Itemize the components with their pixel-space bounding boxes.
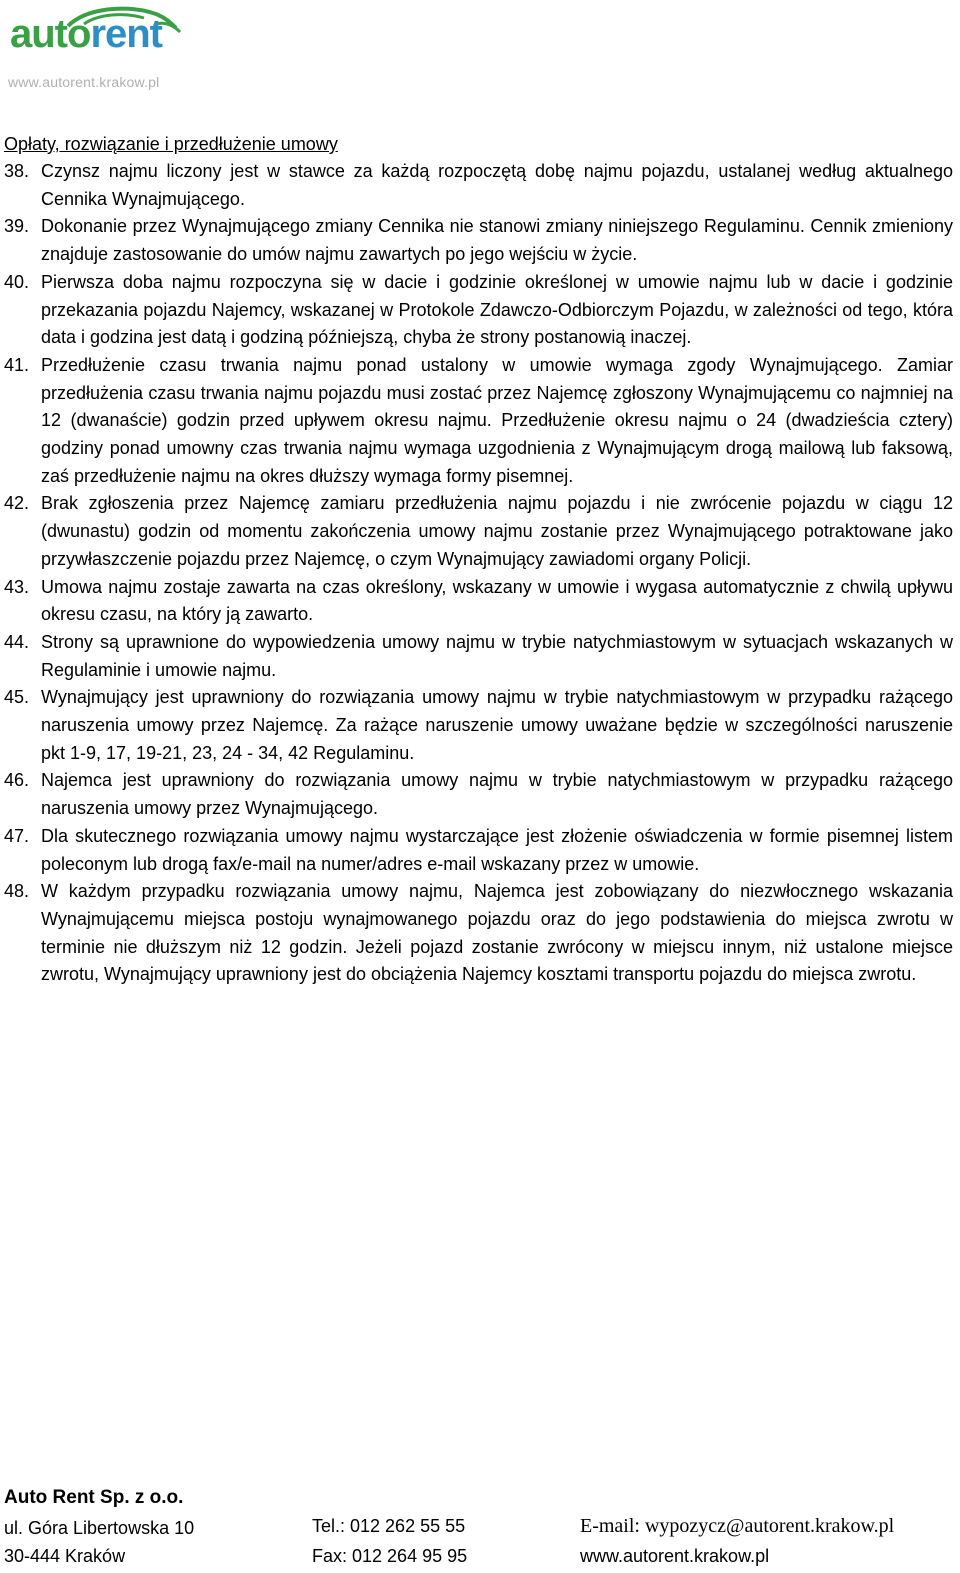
clause-number: 45. <box>4 687 30 708</box>
clause-text: Strony są uprawnione do wypowiedzenia umowy najmu w trybie natychmiastowym w sytuacjach wskazanych w Regulaminie i umowie najmu. <box>41 631 953 680</box>
logo-wordmark <box>10 14 162 54</box>
clause-item <box>4 213 953 268</box>
clause-number: 44. <box>4 631 30 652</box>
page-footer <box>4 1487 954 1573</box>
clause-text: Pierwsza doba najmu rozpoczyna się w dacie i godzinie określonej w umowie najmu lub w dacie i godzinie przekazania pojazdu Najemcy, wskazanej w Protokole Zdawczo-Odbiorczym Pojazdu, w zależności od tego, która data i godzina jest datą i godziną późniejszą, chyba że strony postanowią inaczej. <box>41 271 953 348</box>
clause-number: 46. <box>4 770 30 791</box>
logo-rent-text: rent <box>90 12 163 56</box>
logo-url: www.autorent.krakow.pl <box>8 74 160 90</box>
clause-number: 38. <box>4 161 30 181</box>
clause-item <box>4 352 953 491</box>
clause-number: 41. <box>4 354 30 375</box>
logo-auto-text: auto <box>10 12 91 56</box>
clause-text: Najemca jest uprawniony do rozwiązania umowy najmu w trybie natychmiastowym w przypadku rażącego naruszenia umowy przez Wynajmującego. <box>41 770 953 819</box>
clause-text: Czynsz najmu liczony jest w stawce za każdą rozpoczętą dobę najmu pojazdu, ustalanej według aktualnego Cennika Wynajmującego. <box>41 161 953 209</box>
footer-street: ul. Góra Libertowska 10 <box>4 1518 195 1538</box>
clause-number: 42. <box>4 493 30 514</box>
clause-text: Przedłużenie czasu trwania najmu ponad ustalony w umowie wymaga zgody Wynajmującego. Zamiar przedłużenia czasu trwania najmu pojazdu musi zostać przez Najemcę zgłoszony Wynajmującemu co najmniej na 12 (dwanaście) godzin przed upływem okresu najmu. Przedłużenie okresu najmu o 24 (dwadzieścia cztery) godziny ponad umowny czas trwania najmu wymaga uzgodnienia z Wynajmującym drogą mailową lub faksową, zaś przedłużenie najmu na okres dłuższy wymaga formy pisemnej. <box>41 354 953 486</box>
clause-item <box>4 490 953 573</box>
clause-text: Dla skutecznego rozwiązania umowy najmu wystarczające jest złożenie oświadczenia w formie pisemnej listem poleconym lub drogą fax/e-mail na numer/adres e-mail wskazany przez w umowie. <box>41 825 953 874</box>
clause-text: Brak zgłoszenia przez Najemcę zamiaru przedłużenia najmu pojazdu i nie zwrócenie pojazdu w ciągu 12 (dwunastu) godzin od momentu zakończenia umowy najmu zostanie przez Wynajmującego potraktowane jako przywłaszczenie pojazdu przez Najemcę, o czym Wynajmujący zawiadomi organy Policji. <box>41 493 953 569</box>
clause-text: Dokonanie przez Wynajmującego zmiany Cennika nie stanowi zmiany niniejszego Regulaminu. Cennik zmieniony znajduje zastosowanie do umów najmu zawartych po jego wejściu w życie. <box>41 216 953 265</box>
footer-website-link[interactable]: www.autorent.krakow.pl <box>580 1546 770 1566</box>
autorent-logo <box>6 2 196 92</box>
clause-number: 43. <box>4 576 30 597</box>
clause-item <box>4 629 953 684</box>
footer-tel: Tel.: 012 262 55 55 <box>312 1516 466 1536</box>
clause-item <box>4 574 953 629</box>
footer-email-link[interactable]: E-mail: wypozycz@autorent.krakow.pl <box>580 1515 895 1537</box>
clause-list <box>4 158 953 989</box>
clause-item <box>4 823 953 878</box>
clause-item <box>4 269 953 352</box>
clause-number: 40. <box>4 271 30 292</box>
clause-number: 39. <box>4 216 30 237</box>
clause-item <box>4 767 953 822</box>
clause-number: 47. <box>4 825 30 846</box>
clause-item <box>4 878 953 989</box>
footer-fax: Fax: 012 264 95 95 <box>312 1546 468 1566</box>
section-heading: Opłaty, rozwiązanie i przedłużenie umowy <box>4 134 338 154</box>
clause-item <box>4 684 953 767</box>
clause-text: W każdym przypadku rozwiązania umowy najmu, Najemca jest zobowiązany do niezwłocznego wskazania Wynajmującemu miejsca postoju wynajmowanego pojazdu oraz do jego podstawienia do miejsca zwrotu w terminie nie dłuższym niż 12 godzin. Jeżeli pojazd zostanie zwrócony w miejscu innym, niż ustalone miejsce zwrotu, Wynajmujący uprawniony jest do obciążenia Najemcy kosztami transportu pojazdu do miejsca zwrotu. <box>41 881 953 985</box>
clause-text: Wynajmujący jest uprawniony do rozwiązania umowy najmu w trybie natychmiastowym w przypadku rażącego naruszenia umowy przez Najemcę. Za rażące naruszenie umowy uważane będzie w szczególności naruszenie pkt 1-9, 17, 19-21, 23, 24 - 34, 42 Regulaminu. <box>41 687 953 763</box>
footer-city: 30-444 Kraków <box>4 1546 126 1566</box>
footer-company: Auto Rent Sp. z o.o. <box>4 1487 184 1508</box>
clause-text: Umowa najmu zostaje zawarta na czas określony, wskazany w umowie i wygasa automatycznie z chwilą upływu okresu czasu, na który ją zawarto. <box>41 576 953 625</box>
clause-number: 48. <box>4 881 30 902</box>
clause-item <box>4 158 953 213</box>
